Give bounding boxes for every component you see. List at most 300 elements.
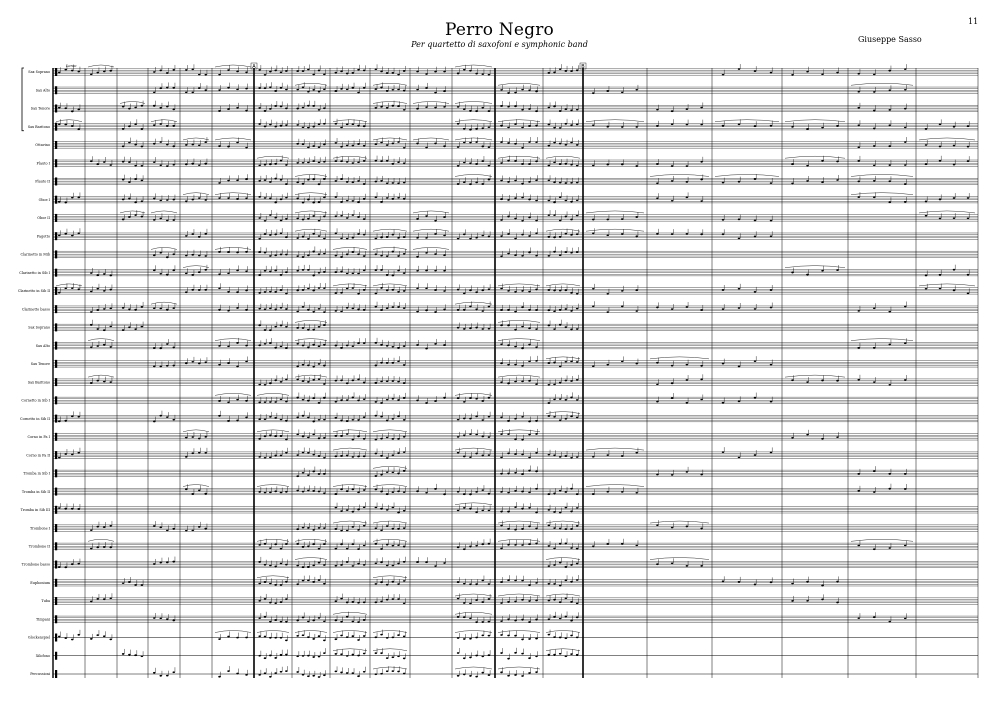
note-head	[285, 308, 288, 310]
note-head	[535, 452, 538, 454]
note-head	[352, 419, 355, 421]
note-head	[204, 452, 207, 454]
slur	[373, 485, 407, 487]
note-head	[285, 581, 288, 583]
note-head	[198, 164, 201, 166]
note-head	[514, 346, 517, 348]
note-head	[469, 638, 472, 640]
instrument-label: Corno in Fa II	[26, 453, 50, 458]
note-head	[71, 197, 74, 199]
note-head	[857, 196, 860, 198]
note-head	[323, 543, 326, 545]
note-head	[570, 396, 573, 398]
note-head	[481, 454, 484, 456]
note-head	[576, 293, 579, 295]
note-head	[375, 68, 378, 70]
note-head	[821, 127, 824, 129]
note-head	[904, 127, 907, 129]
note-head	[904, 379, 907, 381]
note-head	[514, 506, 517, 508]
instrument-label: Sax Tenore	[30, 106, 50, 111]
note-head	[318, 287, 321, 289]
note-head	[570, 457, 573, 459]
note-head	[346, 123, 349, 125]
note-head	[836, 161, 839, 163]
note-head	[280, 160, 283, 162]
note-head	[128, 308, 131, 310]
note-head	[103, 71, 106, 73]
note-head	[90, 73, 93, 75]
note-head	[269, 602, 272, 604]
note-head	[185, 272, 188, 274]
note-head	[888, 109, 891, 111]
note-head	[857, 180, 860, 182]
note-head	[656, 474, 659, 476]
note-head	[264, 308, 267, 310]
slur	[373, 576, 407, 578]
note-head	[443, 397, 446, 399]
instrument-label: Tromba in Sib I	[23, 471, 50, 476]
note-head	[363, 545, 366, 547]
note-head	[392, 251, 395, 253]
note-head	[500, 89, 503, 91]
note-head	[528, 457, 531, 459]
note-head	[925, 163, 928, 165]
note-head	[469, 142, 472, 144]
note-head	[559, 236, 562, 238]
note-head	[285, 452, 288, 454]
note-head	[141, 200, 144, 202]
note-head	[967, 217, 970, 219]
score-title: Perro Negro	[444, 20, 554, 40]
note-head	[416, 237, 419, 239]
note-head	[386, 471, 389, 473]
note-head	[416, 311, 419, 313]
note-head	[592, 92, 595, 94]
note-head	[245, 178, 248, 180]
note-head	[576, 182, 579, 184]
note-head	[312, 329, 315, 331]
note-head	[363, 198, 366, 200]
slur	[257, 539, 289, 541]
note-head	[904, 488, 907, 490]
note-head	[528, 125, 531, 127]
note-head	[264, 110, 267, 112]
note-head	[507, 579, 510, 581]
note-head	[535, 309, 538, 311]
slur	[257, 430, 289, 432]
note-head	[363, 416, 366, 418]
note-head	[416, 561, 419, 563]
note-head	[386, 599, 389, 601]
note-head	[280, 454, 283, 456]
note-head	[352, 145, 355, 147]
note-head	[559, 163, 562, 165]
note-head	[264, 252, 267, 254]
note-head	[323, 473, 326, 475]
slur	[498, 83, 540, 85]
slur	[785, 375, 845, 377]
note-head	[528, 163, 531, 165]
note-head	[656, 307, 659, 309]
note-head	[128, 216, 131, 218]
note-head	[204, 141, 207, 143]
note-head	[185, 291, 188, 293]
note-head	[806, 381, 809, 383]
note-head	[514, 291, 517, 293]
note-head	[264, 343, 267, 345]
note-head	[258, 69, 261, 71]
note-head	[363, 145, 366, 147]
note-head	[323, 144, 326, 146]
note-head	[738, 237, 741, 239]
note-head	[285, 107, 288, 109]
note-head	[857, 146, 860, 148]
note-head	[528, 470, 531, 472]
slur	[373, 83, 407, 85]
note-head	[285, 654, 288, 656]
clef-glyph	[55, 634, 57, 642]
note-head	[553, 310, 556, 312]
note-head	[340, 510, 343, 512]
clef-glyph	[55, 579, 57, 587]
note-head	[258, 561, 261, 563]
note-head	[166, 220, 169, 222]
note-head	[375, 107, 378, 109]
note-head	[122, 199, 125, 201]
note-head	[606, 219, 609, 221]
note-head	[953, 217, 956, 219]
note-head	[548, 565, 551, 567]
note-head	[463, 507, 466, 509]
note-head	[671, 474, 674, 476]
slur	[455, 612, 492, 614]
note-head	[425, 106, 428, 108]
slur	[650, 174, 709, 176]
slur	[373, 430, 407, 432]
note-head	[386, 584, 389, 586]
note-head	[258, 655, 261, 657]
note-head	[352, 237, 355, 239]
note-head	[559, 366, 562, 368]
note-head	[481, 146, 484, 148]
note-head	[565, 216, 568, 218]
note-head	[770, 182, 773, 184]
note-head	[521, 416, 524, 418]
note-head	[836, 581, 839, 583]
note-head	[570, 601, 573, 603]
note-head	[71, 125, 74, 127]
note-head	[888, 488, 891, 490]
note-head	[109, 525, 112, 527]
note-head	[457, 509, 460, 511]
note-head	[296, 197, 299, 199]
note-head	[570, 511, 573, 513]
note-head	[425, 561, 428, 563]
note-head	[198, 74, 201, 76]
slur	[333, 156, 367, 158]
note-head	[904, 164, 907, 166]
note-head	[363, 382, 366, 384]
note-head	[280, 307, 283, 309]
note-head	[375, 543, 378, 545]
note-head	[264, 164, 267, 166]
note-head	[96, 288, 99, 290]
note-head	[457, 675, 460, 677]
note-head	[967, 146, 970, 148]
note-head	[335, 528, 338, 530]
note-head	[166, 530, 169, 532]
note-head	[403, 182, 406, 184]
note-head	[416, 143, 419, 145]
note-head	[425, 237, 428, 239]
note-head	[77, 452, 80, 454]
note-head	[96, 598, 99, 600]
note-head	[218, 364, 221, 366]
note-head	[635, 544, 638, 546]
note-head	[403, 397, 406, 399]
note-head	[227, 345, 230, 347]
note-head	[635, 126, 638, 128]
note-head	[576, 109, 579, 111]
note-head	[463, 309, 466, 311]
note-head	[392, 670, 395, 672]
slur	[373, 521, 407, 523]
note-head	[791, 182, 794, 184]
note-head	[64, 453, 67, 455]
note-head	[346, 490, 349, 492]
note-head	[166, 72, 169, 74]
note-head	[656, 182, 659, 184]
rehearsal-mark	[580, 63, 586, 70]
note-head	[166, 125, 169, 127]
note-head	[352, 214, 355, 216]
note-head	[318, 161, 321, 163]
note-head	[521, 439, 524, 441]
note-head	[553, 71, 556, 73]
note-head	[592, 219, 595, 221]
note-head	[296, 366, 299, 368]
note-head	[380, 309, 383, 311]
note-head	[528, 672, 531, 674]
note-head	[873, 381, 876, 383]
note-head	[528, 252, 531, 254]
note-head	[521, 454, 524, 456]
note-head	[754, 291, 757, 293]
note-head	[323, 437, 326, 439]
note-head	[967, 292, 970, 294]
note-head	[375, 181, 378, 183]
note-head	[227, 362, 230, 364]
note-head	[457, 419, 460, 421]
note-head	[770, 581, 773, 583]
note-head	[323, 457, 326, 459]
note-head	[166, 274, 169, 276]
note-head	[397, 563, 400, 565]
note-head	[280, 71, 283, 73]
note-head	[96, 345, 99, 347]
note-head	[236, 71, 239, 73]
note-head	[386, 144, 389, 146]
slur	[851, 83, 913, 85]
note-head	[172, 253, 175, 255]
note-head	[296, 290, 299, 292]
note-head	[375, 562, 378, 564]
note-head	[528, 344, 531, 346]
note-head	[700, 365, 703, 367]
note-head	[806, 274, 809, 276]
note-head	[141, 105, 144, 107]
slur	[295, 211, 327, 213]
note-head	[340, 271, 343, 273]
note-head	[380, 673, 383, 675]
note-head	[159, 217, 162, 219]
note-head	[469, 583, 472, 585]
note-head	[873, 347, 876, 349]
note-head	[375, 415, 378, 417]
note-head	[269, 124, 272, 126]
note-head	[403, 470, 406, 472]
note-head	[264, 329, 267, 331]
note-head	[722, 402, 725, 404]
note-head	[264, 581, 267, 583]
note-head	[357, 201, 360, 203]
note-head	[559, 398, 562, 400]
note-head	[264, 543, 267, 545]
note-head	[346, 161, 349, 163]
note-head	[521, 220, 524, 222]
note-head	[671, 308, 674, 310]
note-head	[386, 525, 389, 527]
note-head	[204, 361, 207, 363]
note-head	[318, 473, 321, 475]
note-head	[686, 565, 689, 567]
instrument-label: Sax Alto	[35, 343, 50, 348]
note-head	[656, 197, 659, 199]
note-head	[592, 124, 595, 126]
note-head	[528, 525, 531, 527]
note-head	[806, 165, 809, 167]
note-head	[392, 182, 395, 184]
note-head	[346, 238, 349, 240]
note-head	[352, 489, 355, 491]
note-head	[386, 290, 389, 292]
note-head	[357, 509, 360, 511]
note-head	[621, 91, 624, 93]
note-head	[570, 581, 573, 583]
staff	[53, 615, 978, 623]
note-head	[245, 290, 248, 292]
note-head	[507, 309, 510, 311]
slur	[183, 485, 209, 487]
note-head	[397, 583, 400, 585]
note-head	[96, 163, 99, 165]
note-head	[475, 637, 478, 639]
note-head	[58, 234, 61, 236]
note-head	[392, 438, 395, 440]
note-head	[397, 438, 400, 440]
note-head	[521, 197, 524, 199]
instrument-label: Flauto I	[36, 161, 50, 166]
note-head	[500, 105, 503, 107]
note-head	[434, 289, 437, 291]
note-head	[392, 72, 395, 74]
clef-glyph	[55, 597, 57, 605]
note-head	[122, 582, 125, 584]
note-head	[380, 255, 383, 257]
slur	[455, 65, 492, 67]
note-head	[521, 599, 524, 601]
note-head	[671, 180, 674, 182]
note-head	[264, 126, 267, 128]
note-head	[296, 416, 299, 418]
note-head	[77, 634, 80, 636]
note-head	[469, 546, 472, 548]
note-head	[565, 637, 568, 639]
note-head	[888, 473, 891, 475]
note-head	[425, 87, 428, 89]
note-head	[109, 164, 112, 166]
note-head	[258, 217, 261, 219]
note-head	[264, 87, 267, 89]
note-head	[96, 546, 99, 548]
slur	[455, 138, 492, 140]
note-head	[153, 269, 156, 271]
note-head	[90, 160, 93, 162]
note-head	[307, 655, 310, 657]
note-head	[346, 382, 349, 384]
note-head	[363, 218, 366, 220]
slur	[333, 430, 367, 432]
note-head	[606, 491, 609, 493]
slur	[88, 339, 114, 341]
note-head	[443, 344, 446, 346]
note-head	[323, 73, 326, 75]
note-head	[312, 233, 315, 235]
note-head	[302, 126, 305, 128]
note-head	[570, 361, 573, 363]
note-head	[280, 125, 283, 127]
note-head	[340, 146, 343, 148]
slur	[215, 138, 251, 140]
note-head	[548, 214, 551, 216]
slur	[215, 631, 251, 633]
note-head	[185, 530, 188, 532]
note-head	[109, 289, 112, 291]
staff	[53, 542, 978, 550]
note-head	[548, 524, 551, 526]
note-head	[71, 508, 74, 510]
note-head	[722, 182, 725, 184]
note-head	[635, 492, 638, 494]
note-head	[335, 142, 338, 144]
note-head	[159, 87, 162, 89]
note-head	[553, 564, 556, 566]
note-head	[346, 420, 349, 422]
note-head	[559, 324, 562, 326]
note-head	[386, 565, 389, 567]
note-head	[553, 616, 556, 618]
note-head	[264, 616, 267, 618]
note-head	[285, 124, 288, 126]
note-head	[312, 620, 315, 622]
note-head	[521, 653, 524, 655]
note-head	[340, 256, 343, 258]
note-head	[528, 327, 531, 329]
note-head	[274, 326, 277, 328]
note-head	[425, 252, 428, 254]
note-head	[280, 325, 283, 327]
